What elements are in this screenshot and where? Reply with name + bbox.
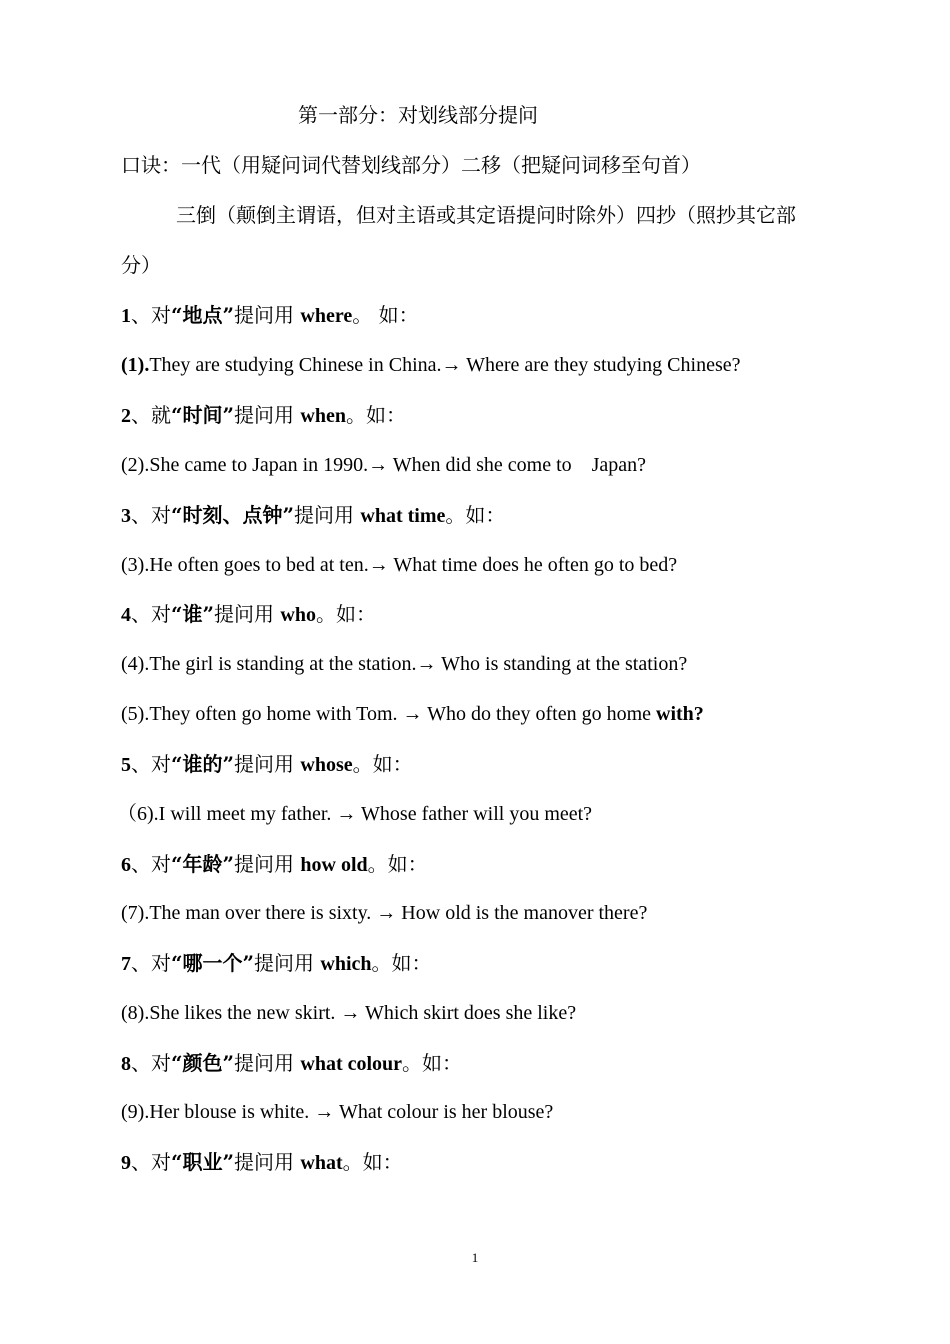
rule-number: 4 <box>121 604 131 626</box>
rule-6: 6、对“年龄”提问用 how old。如： <box>121 852 428 876</box>
rule-number: 7 <box>121 953 131 975</box>
rule-1: 1、对“地点”提问用 where。 如： <box>121 303 419 327</box>
question-word: what time <box>360 505 446 527</box>
rule-number: 9 <box>121 1152 131 1174</box>
rule-3: 3、对“时刻、点钟”提问用 what time。如： <box>121 503 506 527</box>
example-1: (1).They are studying Chinese in China.→ Where are they studying Chinese? <box>121 354 741 376</box>
example-7: (7).The man over there is sixty. → How old is the manover there? <box>121 902 648 924</box>
rule-number: 1 <box>121 305 131 327</box>
question-word: who <box>280 604 316 626</box>
mnemonic-line-3: 分） <box>121 253 161 277</box>
question-word: how old <box>300 854 368 876</box>
rule-4: 4、对“谁”提问用 who。如： <box>121 602 376 626</box>
question-word: which <box>320 953 372 975</box>
section-title: 第一部分：对划线部分提问 <box>298 103 538 127</box>
example-3: (3).He often goes to bed at ten.→ What time does he often go to bed? <box>121 554 678 576</box>
rule-9: 9、对“职业”提问用 what。如： <box>121 1150 403 1174</box>
mnemonic-line-1: 口诀：一代（用疑问词代替划线部分）二移（把疑问词移至句首） <box>121 153 701 177</box>
question-word: what <box>300 1152 343 1174</box>
rule-2: 2、就“时间”提问用 when。如： <box>121 403 406 427</box>
question-word: when <box>300 405 346 427</box>
rule-7: 7、对“哪一个”提问用 which。如： <box>121 951 432 975</box>
question-word: whose <box>300 754 353 776</box>
example-2: (2).She came to Japan in 1990.→ When did she come to Japan? <box>121 454 647 476</box>
question-word: what colour <box>300 1053 403 1075</box>
rule-number: 6 <box>121 854 131 876</box>
rule-number: 5 <box>121 754 131 776</box>
example-4: (4).The girl is standing at the station.→ Who is standing at the station? <box>121 653 688 675</box>
rule-8: 8、对“颜色”提问用 what colour。如： <box>121 1051 463 1075</box>
rule-number: 8 <box>121 1053 131 1075</box>
rule-5: 5、对“谁的”提问用 whose。如： <box>121 752 413 776</box>
example-8: (8).She likes the new skirt. → Which skirt does she like? <box>121 1002 577 1024</box>
rule-number: 2 <box>121 405 131 427</box>
rule-number: 3 <box>121 505 131 527</box>
example-6: （6).I will meet my father. → Whose father will you meet? <box>117 803 593 825</box>
mnemonic-line-2: 三倒（颠倒主谓语，但对主语或其定语提问时除外）四抄（照抄其它部 <box>176 203 796 227</box>
example-9: (9).Her blouse is white. → What colour is her blouse? <box>121 1101 554 1123</box>
page-number: 1 <box>471 1250 479 1265</box>
example-5: (5).They often go home with Tom. → Who do they often go home with? <box>121 703 704 725</box>
question-word: where <box>300 305 353 327</box>
